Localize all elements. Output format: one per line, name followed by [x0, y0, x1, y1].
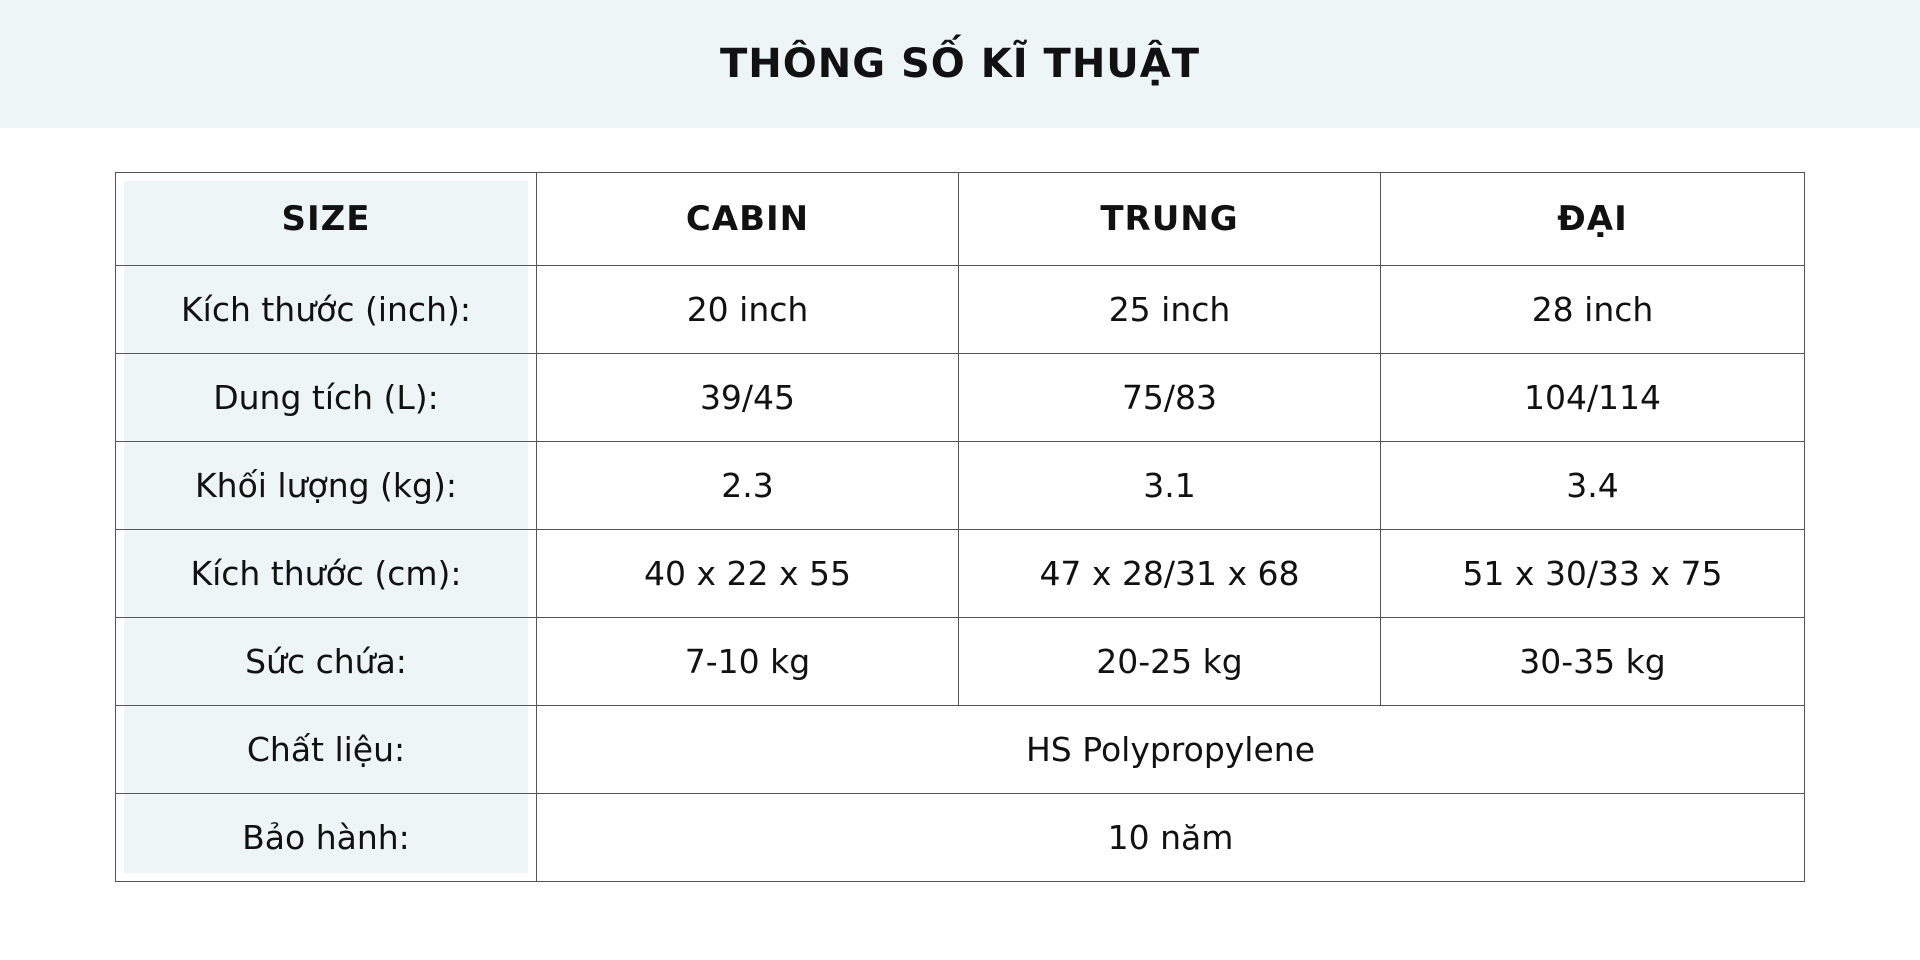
cell-value: 25 inch: [959, 266, 1381, 354]
cell-value: 51 x 30/33 x 75: [1381, 530, 1805, 618]
merged-cell-value: HS Polypropylene: [537, 706, 1805, 794]
cell-value: 20 inch: [537, 266, 959, 354]
cell-value: 39/45: [537, 354, 959, 442]
row-label: Kích thước (inch):: [116, 266, 537, 354]
cell-value: 75/83: [959, 354, 1381, 442]
cell-value: 20-25 kg: [959, 618, 1381, 706]
row-label: Dung tích (L):: [116, 354, 537, 442]
table-row: [116, 618, 1805, 706]
table-row: [116, 530, 1805, 618]
page-title: THÔNG SỐ KĨ THUẬT: [719, 41, 1201, 87]
cell-value: 7-10 kg: [537, 618, 959, 706]
table-row: [116, 266, 1805, 354]
header-cabin: CABIN: [537, 173, 959, 266]
table-row: [116, 794, 1805, 882]
cell-value: 3.4: [1381, 442, 1805, 530]
table-row: [116, 442, 1805, 530]
cell-value: 40 x 22 x 55: [537, 530, 959, 618]
table-header-row: [116, 173, 1805, 266]
merged-cell-value: 10 năm: [537, 794, 1805, 882]
header-size: SIZE: [116, 173, 537, 266]
row-label: Sức chứa:: [116, 618, 537, 706]
table-row: [116, 706, 1805, 794]
cell-value: 2.3: [537, 442, 959, 530]
cell-value: 104/114: [1381, 354, 1805, 442]
row-label: Chất liệu:: [116, 706, 537, 794]
title-banner: [0, 0, 1920, 128]
cell-value: 3.1: [959, 442, 1381, 530]
spec-table: [115, 172, 1805, 882]
cell-value: 30-35 kg: [1381, 618, 1805, 706]
header-dai: ĐẠI: [1381, 173, 1805, 266]
row-label: Bảo hành:: [116, 794, 537, 882]
header-trung: TRUNG: [959, 173, 1381, 266]
cell-value: 28 inch: [1381, 266, 1805, 354]
table-row: [116, 354, 1805, 442]
row-label: Khối lượng (kg):: [116, 442, 537, 530]
row-label: Kích thước (cm):: [116, 530, 537, 618]
cell-value: 47 x 28/31 x 68: [959, 530, 1381, 618]
